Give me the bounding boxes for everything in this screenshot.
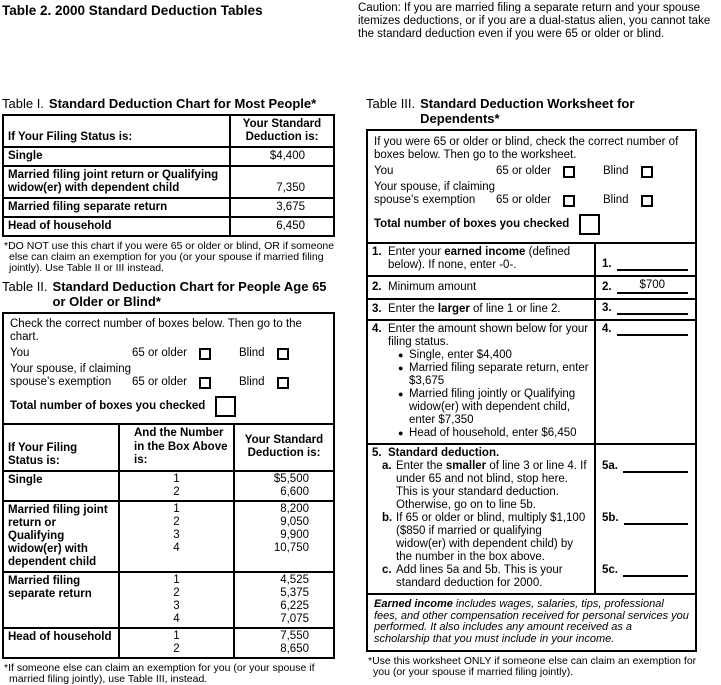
line-number: 5. [372, 447, 382, 459]
filing-status-cell: Single [3, 471, 119, 501]
filing-status-bullets [398, 349, 590, 440]
line5b-entry-field[interactable] [624, 512, 688, 525]
line3-entry-cell [595, 299, 695, 320]
deduction-value: 9,050 [280, 515, 309, 528]
earned-income-term: Earned income [374, 598, 453, 610]
filing-status-cell: Single [3, 147, 230, 166]
page-title: Table 2. 2000 Standard Deduction Tables [2, 3, 263, 18]
deduction-cell [230, 217, 334, 236]
blind-label: Blind [602, 194, 629, 206]
worksheet-line-1 [368, 244, 695, 276]
worksheet-line-5 [368, 444, 695, 593]
table1-title: Standard Deduction Chart for Most People* [48, 96, 317, 111]
older-label: 65 or older [496, 165, 551, 177]
entry-label: 1. [602, 258, 612, 270]
table2-instructions: Check the correct number of boxes below. Then go to the chart. [10, 318, 302, 343]
table2-col-header-deduction: Your Standard Deduction is: [234, 424, 334, 471]
table2-chart [2, 423, 335, 659]
box-count-cell [119, 471, 234, 501]
you-row [10, 347, 327, 360]
table2-col-header-status: If Your Filing Status is: [3, 424, 119, 471]
bullet-icon: ● [398, 350, 404, 360]
blind-label: Blind [238, 376, 265, 388]
box-count-cell [119, 628, 234, 658]
spouse-label-line1: Your spouse, if claiming [374, 181, 496, 193]
table-row [3, 147, 334, 166]
deduction-value: 3,675 [276, 201, 305, 213]
deduction-value: 8,650 [280, 642, 309, 655]
table3-heading [366, 96, 697, 126]
line3-entry-field[interactable] [617, 302, 688, 315]
you-label: You [374, 165, 394, 177]
blind-label: Blind [602, 165, 629, 177]
line-number: 4. [372, 323, 382, 335]
deduction-cell [234, 628, 334, 658]
box-count: 2 [173, 642, 180, 655]
table3-label: Table III. [366, 96, 416, 111]
spouse-label [374, 181, 496, 207]
total-boxes-label: Total number of boxes you checked [374, 218, 570, 230]
box-count-cell [119, 572, 234, 628]
box-count: 4 [173, 541, 180, 554]
bullet-icon: ● [398, 389, 404, 399]
box-count: 4 [173, 612, 180, 625]
deduction-value: 7,350 [276, 182, 305, 194]
total-boxes-label: Total number of boxes you checked [10, 400, 206, 412]
spouse-row [374, 181, 689, 207]
table2-label: Table II. [2, 279, 48, 294]
spouse-label [10, 363, 132, 389]
deduction-value: 6,450 [276, 220, 305, 232]
box-count: 1 [173, 629, 180, 642]
line-number: 2. [372, 280, 382, 293]
bullet-icon: ● [398, 363, 404, 373]
worksheet-line-2 [368, 276, 695, 299]
table3-footnote: *Use this worksheet ONLY if someone else can claim an exemption for you (or your spouse if married filing jointly). [368, 655, 697, 678]
bullet-item: ● Married filing jointly or Qualifying widow(er) with dependent child, enter $7,350 [398, 388, 576, 426]
table2-checkbox-section [2, 312, 335, 425]
spouse-row [10, 363, 327, 389]
older-label: 65 or older [496, 194, 551, 206]
filing-status-cell: Married filing joint return or Qualifying widow(er) with dependent child [3, 501, 119, 572]
deduction-value: 6,225 [280, 599, 309, 612]
line2-entry-field: $700 [617, 279, 688, 294]
table-row [3, 198, 334, 217]
box-count-cell [119, 501, 234, 572]
bullet-item: ● Married filing separate return, enter $3,675 [398, 362, 589, 387]
checkbox-you-65-or-older[interactable] [199, 348, 211, 360]
line1-entry-field[interactable] [617, 258, 688, 271]
checkbox-you-65-or-older[interactable] [563, 166, 575, 178]
entry-label: 5c. [602, 564, 618, 576]
box-count: 3 [173, 599, 180, 612]
entry-label: 5a. [602, 460, 618, 472]
box-count: 3 [173, 528, 180, 541]
table1-header-row [3, 115, 334, 147]
entry-label: 4. [602, 323, 612, 335]
table2-title: Standard Deduction Chart for People Age 65 or Older or Blind* [52, 279, 327, 309]
deduction-value: $5,500 [273, 472, 309, 485]
box-count: 2 [173, 485, 180, 498]
table1-col-header-deduction: Your Standard Deduction is: [230, 115, 334, 147]
right-column [366, 96, 697, 678]
blind-label: Blind [238, 347, 265, 359]
line-number: 3. [372, 302, 382, 315]
bullet-item: ● Head of household, enter $6,450 [398, 427, 577, 439]
table-row [3, 572, 334, 628]
checkbox-total-count[interactable] [579, 214, 600, 235]
line5-entry-cell [595, 444, 695, 593]
spouse-label-line2: spouse's exemption [374, 194, 476, 206]
deduction-value: 8,200 [280, 502, 309, 515]
left-column [2, 96, 335, 685]
line-text: Minimum amount [388, 280, 477, 293]
spouse-label-line1: Your spouse, if claiming [10, 363, 132, 375]
filing-status-cell: Head of household [3, 217, 230, 236]
older-label: 65 or older [132, 347, 187, 359]
table1-label: Table I. [2, 96, 44, 111]
deduction-cell [230, 166, 334, 198]
line5b-text: b. If 65 or older or blind, multiply $1,100 ($850 if married or qualifying widow(er) with dependent child) by the number in the box above. [382, 512, 586, 563]
caution-note: Caution: If you are married filing a separate return and your spouse itemizes deductions, or if you are a dual-status alien, you cannot take the standard deduction even if you were 65 or older or blind. [358, 2, 711, 40]
table3-title: Standard Deduction Worksheet for Dependents* [420, 96, 635, 126]
table1-chart [2, 114, 335, 237]
deduction-cell [234, 471, 334, 501]
line-number: 1. [372, 246, 382, 258]
line3-text-cell [368, 299, 595, 320]
worksheet-line-4 [368, 320, 695, 444]
line4-entry-cell [595, 320, 695, 444]
entry-label: 2. [602, 281, 612, 293]
box-count: 1 [173, 573, 180, 586]
deduction-value: 5,375 [280, 586, 309, 599]
deduction-cell [234, 572, 334, 628]
table2-col-header-number: And the Number in the Box Above is: [119, 424, 234, 471]
line-text: Enter your earned income (defined below). If none, enter -0-. [388, 246, 571, 271]
line-title: Standard deduction. [388, 447, 500, 459]
table2-footnote: *If someone else can claim an exemption for you (or your spouse if married filing jointly), use Table III, instead. [4, 661, 315, 685]
checkbox-spouse-65-or-older[interactable] [199, 377, 211, 389]
table-row [3, 628, 334, 658]
box-count: 1 [173, 502, 180, 515]
line2-entry-cell [595, 276, 695, 299]
line-text: Enter the amount shown below for your filing status. [388, 323, 589, 348]
spouse-label-line2: spouse's exemption [10, 376, 112, 388]
line5a-text: a. Enter the smaller of line 3 or line 4. If under 65 and not blind, stop here. This is your standard deduction. Otherwise, go on to line 5b. [382, 460, 587, 511]
line5-text-cell [368, 444, 595, 593]
dependents-worksheet-box [366, 129, 697, 652]
deduction-cell [234, 501, 334, 572]
line5c-text: c. Add lines 5a and 5b. This is your standard deduction for 2000. [382, 564, 563, 589]
line5a-entry-field[interactable] [623, 460, 688, 473]
box-count: 2 [173, 515, 180, 528]
deduction-value: 7,550 [280, 629, 309, 642]
box-count: 1 [173, 472, 180, 485]
deduction-value: $4,400 [269, 150, 305, 162]
line4-entry-field[interactable] [617, 323, 688, 336]
bullet-icon: ● [398, 428, 404, 438]
checkbox-you-blind[interactable] [277, 348, 289, 360]
deduction-value: 7,075 [280, 612, 309, 625]
older-label: 65 or older [132, 376, 187, 388]
deduction-value: 6,600 [280, 485, 309, 498]
deduction-value: 4,525 [280, 573, 309, 586]
table2-heading [2, 279, 335, 309]
table1-footnote: *DO NOT use this chart if you were 65 or older or blind, OR if someone else can claim an exemption for you (or your spouse if married filing jointly). Use Table II or III instead. [4, 240, 335, 274]
table1-heading [2, 96, 335, 111]
table2-header-row [3, 424, 334, 471]
deduction-cell [230, 198, 334, 217]
bullet-item: ● Single, enter $4,400 [398, 349, 512, 361]
entry-label: 3. [602, 302, 612, 314]
table-row [3, 217, 334, 236]
table1-col-header-status: If Your Filing Status is: [3, 115, 230, 147]
filing-status-cell: Married filing separate return [3, 198, 230, 217]
you-row [374, 165, 689, 178]
total-boxes-row [10, 396, 327, 417]
earned-income-definition: Earned income includes wages, salaries, tips, professional fees, and other compensation received for personal services you performed. It also includes any amount received as a scholarship that you must include in your income. [368, 593, 695, 650]
table3-instructions: If you were 65 or older or blind, check the correct number of boxes below. Then go to the worksheet. [374, 136, 679, 161]
checkbox-you-blind[interactable] [641, 166, 653, 178]
deduction-value: 9,900 [280, 528, 309, 541]
checkbox-total-count[interactable] [215, 396, 236, 417]
table3-checkbox-section [368, 131, 695, 244]
table-row [3, 471, 334, 501]
line1-text-cell [368, 244, 595, 276]
filing-status-cell: Married filing separate return [3, 572, 119, 628]
worksheet-line-3 [368, 299, 695, 320]
checkbox-spouse-blind[interactable] [277, 377, 289, 389]
checkbox-spouse-blind[interactable] [641, 195, 653, 207]
total-boxes-row [374, 214, 689, 235]
checkbox-spouse-65-or-older[interactable] [563, 195, 575, 207]
line5c-entry-field[interactable] [623, 564, 688, 577]
table-row [3, 501, 334, 572]
filing-status-cell: Married filing joint return or Qualifying widow(er) with dependent child [3, 166, 230, 198]
line1-entry-cell [595, 244, 695, 276]
deduction-value: 10,750 [273, 541, 309, 554]
table-row [3, 166, 334, 198]
line4-text-cell [368, 320, 595, 444]
box-count: 2 [173, 586, 180, 599]
line2-text-cell [368, 276, 595, 299]
line-text: Enter the larger of line 1 or line 2. [388, 302, 561, 315]
dependents-worksheet [368, 244, 695, 593]
deduction-cell [230, 147, 334, 166]
entry-label: 5b. [602, 512, 619, 524]
filing-status-cell: Head of household [3, 628, 119, 658]
you-label: You [10, 347, 30, 359]
